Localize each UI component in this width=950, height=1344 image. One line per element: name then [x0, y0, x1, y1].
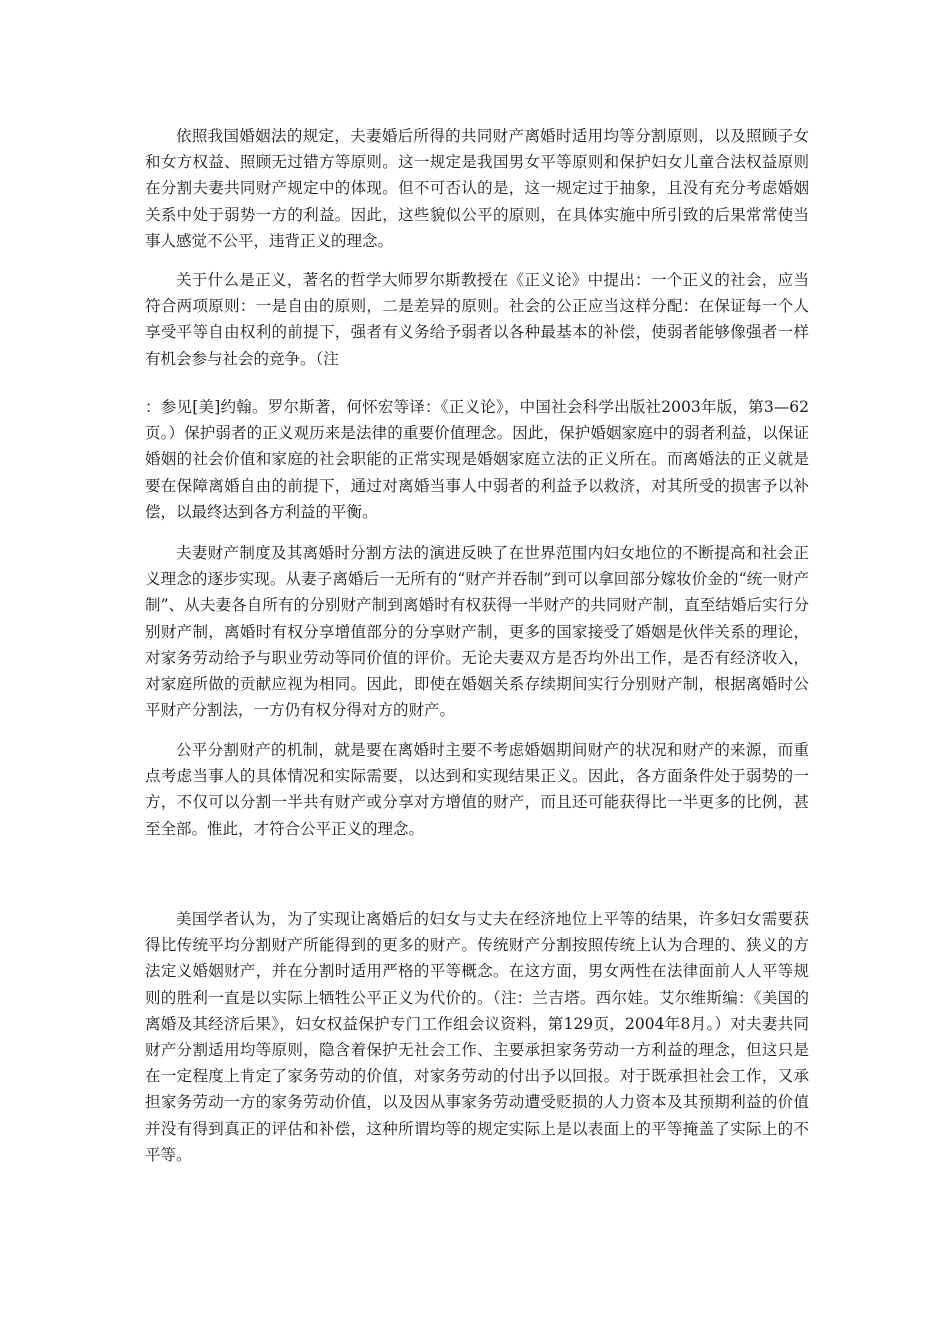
paragraph-marital-property-principles: 依照我国婚姻法的规定，夫妻婚后所得的共同财产离婚时适用均等分割原则，以及照顾子女和女方权益、照顾无过错方等原则。这一规定是我国男女平等原则和保护妇女儿童合法权益原则在分割夫妻共同财产规定中的体现。但不可否认的是，这一规定过于抽象，且没有充分考虑婚姻关系中处于弱势一方的利益。因此，这些貌似公平的原则，在具体实施中所引致的后果常常使当事人感觉不公平，违背正义的理念。 [145, 127, 809, 250]
paragraph-fair-division-mechanism: 公平分割财产的机制，就是要在离婚时主要不考虑婚姻期间财产的状况和财产的来源，而重点考虑当事人的具体情况和实际需要，以达到和实现结果正义。因此，各方面条件处于弱势的一方，不仅可以分割一半共有财产或分享对方增值的财产，而且还可能获得比一半更多的比例，甚至全部。惟此，才符合公平正义的理念。 [145, 741, 809, 838]
paragraph-justice-footnote-continuation: ：参见[美]约翰。罗尔斯著，何怀宏等译：《正义论》，中国社会科学出版社2003年版，第3—62页。）保护弱者的正义观历来是法律的重要价值理念。因此，保护婚姻家庭中的弱者利益，以保证婚姻的社会价值和家庭的社会职能的正常实现是婚姻家庭立法的正义所在。而离婚法的正义就是要在保障离婚自由的前提下，通过对离婚当事人中弱者的利益予以救济，对其所受的损害予以补偿，以最终达到各方利益的平衡。 [145, 398, 809, 521]
paragraph-rawls-justice: 关于什么是正义，著名的哲学大师罗尔斯教授在《正义论》中提出：一个正义的社会，应当符合两项原则：一是自由的原则，二是差异的原则。社会的公正应当这样分配：在保证每一个人享受平等自由权利的前提下，强者有义务给予弱者以各种最基本的补偿，使弱者能够像强者一样有机会参与社会的竞争。（注 [145, 271, 809, 368]
paragraph-american-scholars-view: 美国学者认为，为了实现让离婚后的妇女与丈夫在经济地位上平等的结果，许多妇女需要获得比传统平均分割财产所能得到的更多的财产。传统财产分割按照传统上认为合理的、狭义的方法定义婚姻财产，并在分割时适用严格的平等概念。在这方面，男女两性在法律面前人人平等规则的胜利一直是以实际上牺牲公平正义为代价的。（注：兰吉塔。西尔娃。艾尔维斯编：《美国的离婚及其经济后果》，妇女权益保护专门工作组会议资料，第129页，2004年8月。）对夫妻共同财产分割适用均等原则，隐含着保护无社会工作、主要承担家务劳动一方利益的理念，但这只是在一定程度上肯定了家务劳动的价值，对家务劳动的付出予以回报。对于既承担社会工作，又承担家务劳动一方的家务劳动价值，以及因从事家务劳动遭受贬损的人力资本及其预期利益的价值并没有得到真正的评估和补偿，这种所谓均等的规定实际上是以表面上的平等掩盖了实际上的不平等。 [145, 910, 809, 1164]
paragraph-property-system-evolution: 夫妻财产制度及其离婚时分割方法的演进反映了在世界范围内妇女地位的不断提高和社会正义理念的逐步实现。从妻子离婚后一无所有的“财产并吞制”到可以拿回部分嫁妆价金的“统一财产制”、从夫妻各自所有的分别财产制到离婚时有权获得一半财产的共同财产制，直至结婚后实行分别财产制，离婚时有权分享增值部分的分享财产制，更多的国家接受了婚姻是伙伴关系的理论，对家务劳动给予与职业劳动等同价值的评价。无论夫妻双方是否均外出工作，是否有经济收入，对家庭所做的贡献应视为相同。因此，即使在婚姻关系存续期间实行分别财产制，根据离婚时公平财产分割法，一方仍有权分得对方的财产。 [145, 544, 809, 720]
